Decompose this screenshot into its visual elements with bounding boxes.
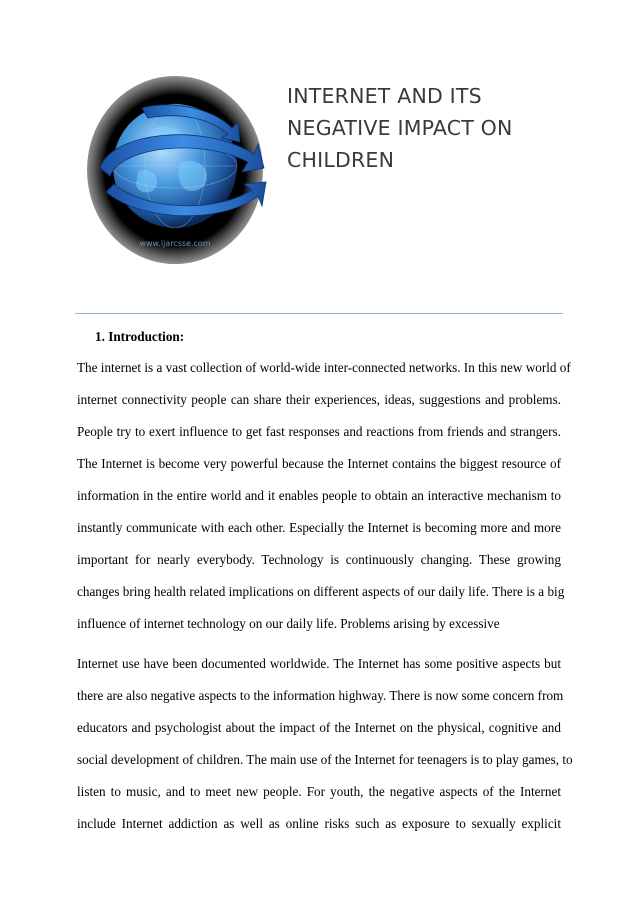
cover-image: [82, 72, 268, 268]
text-line: important for nearly everybody. Technology is continuously changing. These growing: [77, 552, 561, 567]
section-heading: 1. Introduction:: [95, 329, 185, 344]
text-line: changes bring health related implications on different aspects of our daily life. There is a big: [77, 584, 565, 599]
text-line: Internet use have been documented worldwide. The Internet has some positive aspects but: [77, 656, 561, 671]
text-line: educators and psychologist about the impact of the Internet on the physical, cognitive and: [77, 720, 561, 735]
text-line: instantly communicate with each other. Especially the Internet is becoming more and more: [77, 520, 561, 535]
text-line: include Internet addiction as well as online risks such as exposure to sexually explicit: [77, 816, 561, 831]
title-line: INTERNET AND ITS: [287, 84, 482, 108]
text-line: internet connectivity people can share their experiences, ideas, suggestions and problems.: [77, 392, 561, 407]
page-title: [287, 80, 587, 176]
globe-with-arrows-icon: [82, 72, 268, 268]
watermark-text: www.ijarcsse.com: [139, 239, 211, 248]
title-line: CHILDREN: [287, 148, 395, 172]
text-line: information in the entire world and it enables people to obtain an interactive mechanism to: [77, 488, 561, 503]
text-line: People try to exert influence to get fast responses and reactions from friends and strangers.: [77, 424, 561, 439]
paragraph: [77, 352, 571, 640]
text-line: there are also negative aspects to the information highway. There is now some concern from: [77, 688, 564, 703]
text-line: listen to music, and to meet new people. For youth, the negative aspects of the Internet: [77, 784, 561, 799]
paragraph: [77, 648, 573, 840]
text-line: The internet is a vast collection of world-wide inter-connected networks. In this new world of: [77, 360, 571, 375]
title-line: NEGATIVE IMPACT ON: [287, 116, 513, 140]
text-line: The Internet is become very powerful because the Internet contains the biggest resource of: [77, 456, 561, 471]
text-line: social development of children. The main use of the Internet for teenagers is to play games, to: [77, 752, 573, 767]
text-line: influence of internet technology on our daily life. Problems arising by excessive: [77, 616, 500, 631]
horizontal-divider: [75, 313, 563, 314]
